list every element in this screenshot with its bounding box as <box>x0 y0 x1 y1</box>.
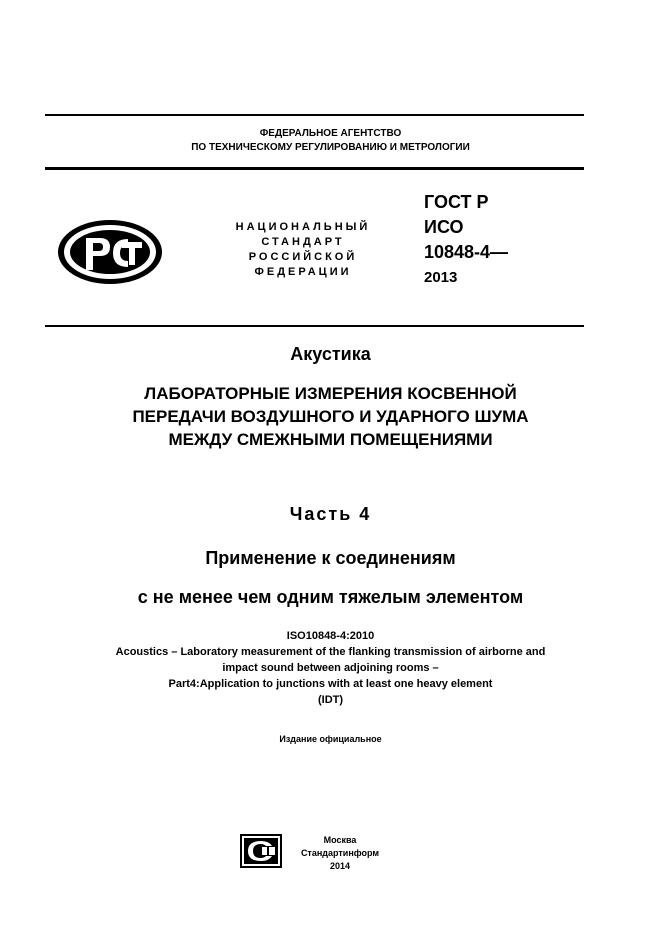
publisher-year: 2014 <box>329 861 351 871</box>
application-line-2: с не менее чем одним тяжелым элементом <box>137 587 524 607</box>
gost-line-2: ИСО <box>424 217 464 237</box>
gost-designation <box>424 190 508 290</box>
top-rule-thin <box>45 114 584 116</box>
agency-header <box>0 127 661 155</box>
agency-line-2: ПО ТЕХНИЧЕСКОМУ РЕГУЛИРОВАНИЮ И МЕТРОЛОГИИ <box>191 142 470 153</box>
iso-line-4: Part4:Application to junctions with at least one heavy element <box>168 678 493 690</box>
iso-line-2: Acoustics – Laboratory measurement of the flanking transmission of airborne and <box>115 646 546 658</box>
mid-rule <box>45 325 584 327</box>
document-title: Акустика <box>290 344 371 364</box>
publisher-name: Стандартинформ <box>300 848 380 858</box>
document-subtitle <box>40 382 621 451</box>
iso-line-3: impact sound between adjoining rooms – <box>222 662 439 674</box>
gost-logo <box>56 218 164 286</box>
national-line-2: СТАНДАРТ <box>261 236 345 248</box>
subtitle-line-1: ЛАБОРАТОРНЫЕ ИЗМЕРЕНИЯ КОСВЕННОЙ <box>144 384 517 403</box>
national-line-1: НАЦИОНАЛЬНЫЙ <box>235 221 371 233</box>
publisher-logo <box>240 834 282 868</box>
iso-line-1: ISO10848-4:2010 <box>286 630 375 642</box>
document-part: Часть 4 <box>289 504 372 524</box>
publisher-info <box>290 834 390 873</box>
national-line-3: РОССИЙСКОЙ <box>248 251 358 263</box>
iso-reference <box>20 628 641 708</box>
iso-line-5: (IDT) <box>317 694 344 706</box>
header-rule-thick <box>45 167 584 170</box>
national-line-4: ФЕДЕРАЦИИ <box>254 266 352 278</box>
subtitle-line-2: ПЕРЕДАЧИ ВОЗДУШНОГО И УДАРНОГО ШУМА <box>132 407 529 426</box>
application-line-1: Применение к соединениям <box>205 548 456 568</box>
gost-line-3: 10848-4— <box>424 242 509 262</box>
publisher-city: Москва <box>323 835 357 845</box>
edition-label: Издание официальное <box>279 734 382 744</box>
gost-line-4: 2013 <box>424 269 458 286</box>
subtitle-line-3: МЕЖДУ СМЕЖНЫМИ ПОМЕЩЕНИЯМИ <box>168 430 493 449</box>
agency-line-1: ФЕДЕРАЛЬНОЕ АГЕНТСТВО <box>259 128 402 139</box>
national-standard-label <box>208 220 398 280</box>
gost-line-1: ГОСТ Р <box>424 192 489 212</box>
